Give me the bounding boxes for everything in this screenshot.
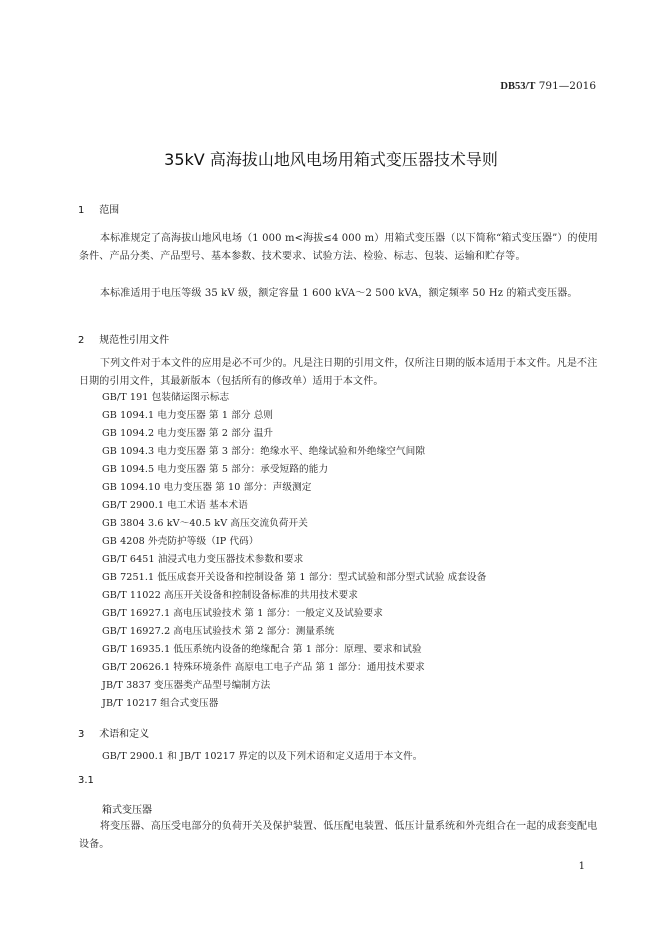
- scope-paragraph-2: 本标准适用于电压等级 35 kV 级，额定容量 1 600 kVA～2 500 kVA，额定频率 50 Hz 的箱式变压器。: [100, 288, 578, 299]
- reference-item: GB/T 11022 高压开关设备和控制设备标准的共用技术要求: [102, 590, 358, 601]
- page-number: 1: [578, 861, 585, 872]
- reference-item: GB/T 16935.1 低压系统内设备的绝缘配合 第 1 部分：原理、要求和试验: [102, 644, 422, 655]
- reference-item: GB 1094.2 电力变压器 第 2 部分 温升: [102, 428, 274, 439]
- reference-item: GB 3804 3.6 kV～40.5 kV 高压交流负荷开关: [102, 518, 308, 529]
- document-title: 35kV 高海拔山地风电场用箱式变压器技术导则: [164, 150, 498, 169]
- reference-item: GB/T 2900.1 电工术语 基本术语: [102, 500, 248, 511]
- reference-item: GB/T 16927.1 高电压试验技术 第 1 部分：一般定义及试验要求: [102, 608, 383, 619]
- scope-paragraph-1: 本标准规定了高海拔山地风电场（1 000 m<海拔≤4 000 m）用箱式变压器（以下简称“箱式变压器”）的使用条件、产品分类、产品型号、基本参数、技术要求、试验方法、检验、标志、包装、运输和贮存等。: [79, 233, 598, 262]
- reference-item: JB/T 10217 组合式变压器: [102, 698, 219, 709]
- section-2-heading: [78, 331, 169, 346]
- reference-item: GB 1094.10 电力变压器 第 10 部分：声级测定: [102, 482, 312, 493]
- section-1-heading: [78, 201, 119, 216]
- section-title: 规范性引用文件: [99, 335, 170, 346]
- term-name: 箱式变压器: [102, 805, 152, 816]
- reference-item: GB 7251.1 低压成套开关设备和控制设备 第 1 部分：型式试验和部分型式试验 成套设备: [102, 572, 487, 583]
- normative-intro: 下列文件对于本文件的应用是必不可少的。凡是注日期的引用文件，仅所注日期的版本适用于本文件。凡是不注日期的引用文件，其最新版本（包括所有的修改单）适用于本文件。: [79, 358, 598, 387]
- section-3-heading: [78, 725, 149, 740]
- terms-intro: GB/T 2900.1 和 JB/T 10217 界定的以及下列术语和定义适用于本文件。: [102, 751, 423, 762]
- clause-3-1-number: 3.1: [78, 775, 94, 786]
- section-title: 术语和定义: [99, 729, 150, 740]
- term-definition: 将变压器、高压受电部分的负荷开关及保护装置、低压配电装置、低压计量系统和外壳组合在一起的成套变配电设备。: [79, 821, 598, 850]
- section-number: 3: [78, 729, 85, 740]
- section-number: 2: [78, 335, 85, 346]
- reference-item: JB/T 3837 变压器类产品型号编制方法: [102, 680, 271, 691]
- reference-item: GB 1094.5 电力变压器 第 5 部分：承受短路的能力: [102, 464, 329, 475]
- reference-item: GB 1094.1 电力变压器 第 1 部分 总则: [102, 410, 274, 421]
- section-number: 1: [78, 205, 85, 216]
- reference-item: GB 4208 外壳防护等级（IP 代码）: [102, 536, 259, 547]
- standard-number: 791—2016: [538, 80, 596, 92]
- reference-item: GB/T 6451 油浸式电力变压器技术参数和要求: [102, 554, 304, 565]
- reference-item: GB 1094.3 电力变压器 第 3 部分：绝缘水平、绝缘试验和外绝缘空气间隙: [102, 446, 426, 457]
- reference-item: GB/T 191 包装储运图示标志: [102, 392, 230, 403]
- reference-item: GB/T 16927.2 高电压试验技术 第 2 部分：测量系统: [102, 626, 335, 637]
- standard-code: [500, 80, 596, 92]
- section-title: 范围: [99, 205, 120, 216]
- reference-item: GB/T 20626.1 特殊环境条件 高原电工电子产品 第 1 部分：通用技术要求: [102, 662, 425, 673]
- standard-prefix: DB53/T: [500, 81, 536, 92]
